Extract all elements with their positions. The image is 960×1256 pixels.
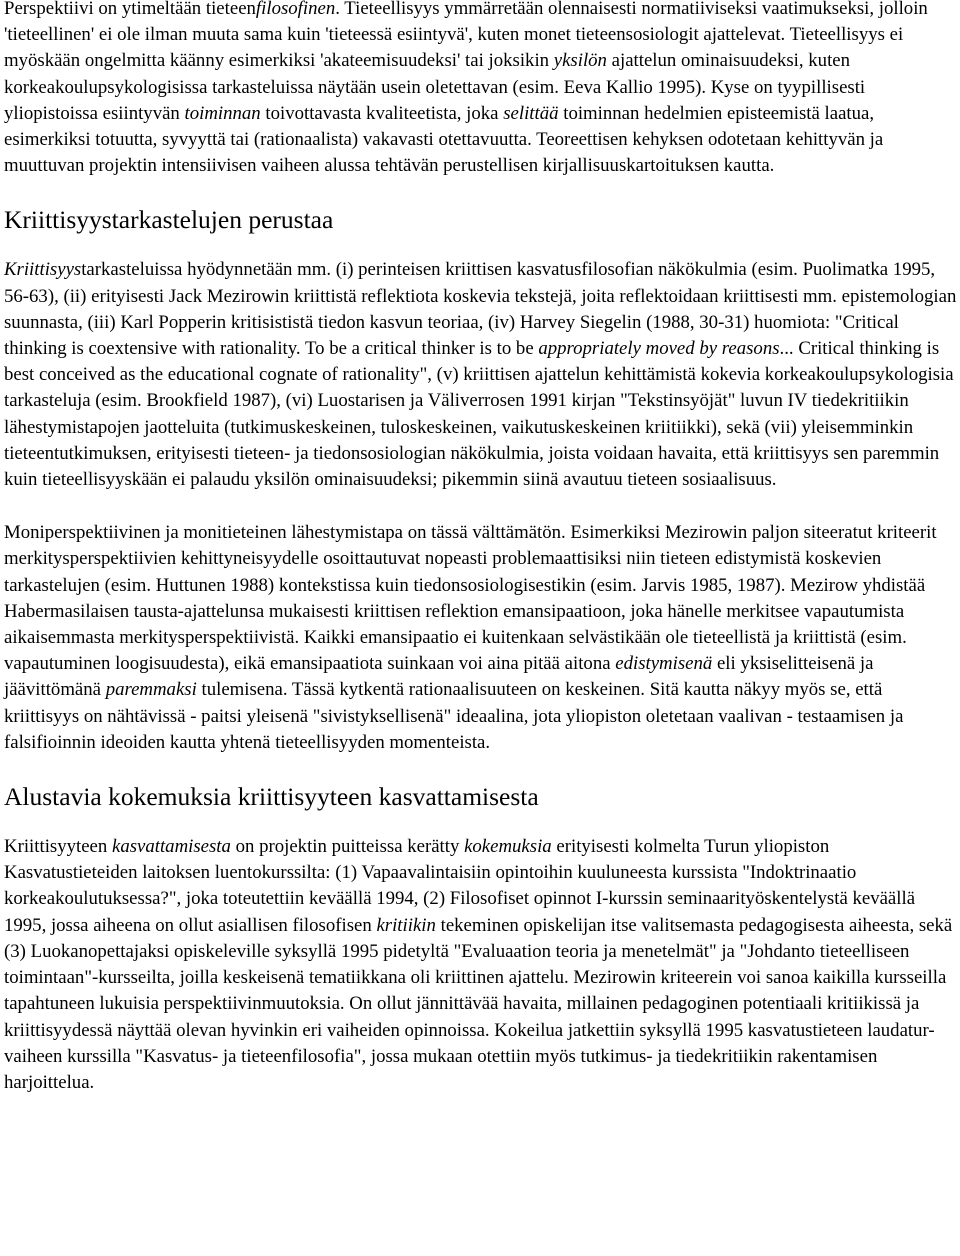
emphasis-text: edistymisenä: [615, 653, 713, 675]
paragraph-multiperspective-approach: [4, 520, 960, 756]
heading-criticality-foundations: Kriittisyystarkastelujen perustaa: [4, 205, 334, 235]
text-run: tarkasteluissa hyödynnetään mm. (i) perinteisen kriittisen kasvatusfilosofian näkökulmia (esim. Puolimatka 1995, 56-63), (ii) erityisesti Jack Mezirowin kriittistä reflektiota koskevia tekstejä, joita reflektoidaan kriittisesti mm. epistemologian suunnasta, (iii) Karl Popperin kritisististä tiedon kasvun teoriaa, (iv) Harvey Siegelin (1988, 30-31) huomiota: "Critical thinking is coextensive with rationality. To be a critical thinker is to be: [4, 259, 957, 360]
text-run: tulemisena. Tässä kytkentä rationaalisuuteen on keskeinen. Sitä kautta näkyy myös se, että kriittisyys on nähtävissä - paitsi yleisenä "sivistyksellisenä" ideaalina, jota yliopiston oletetaan vaalivan - testaamisen ja falsifioinnin ideoiden kautta yhtenä tieteellisyyden momenteista.: [4, 679, 904, 753]
emphasis-text: Kriittisyys: [4, 259, 82, 281]
text-run: Moniperspektiivinen ja monitieteinen lähestymistapa on tässä välttämätön. Esimerkiksi Mezirowin paljon siteeratut kriteerit merkitysperspektiivien kehittyneisyydelle osoittautuvat nopeasti problemaattisiksi niin tieteen edistymistä koskevien tarkastelujen (esim. Huttunen 1988) kontekstissa kuin tiedonsosiologisestikin (esim. Jarvis 1985, 1987). Mezirow yhdistää Habermasilaisen tausta-ajattelunsa mukaisesti kriittisen reflektion emansipaatioon, joka hänelle merkitsee vapautumista aikaisemmasta merkitysperspektiivistä. Kaikki emansipaatio ei kuitenkaan selvästikään ole tieteellistä ja kriittistä (esim. vapautuminen loogisuudesta), eikä emansipaatiota suinkaan voi aina pitää aitona: [4, 522, 937, 675]
emphasis-text: kokemuksia: [464, 836, 552, 858]
emphasis-text: appropriately moved by reasons: [538, 338, 780, 360]
text-run: erityisesti kolmelta Turun yliopiston Kasvatustieteiden laitoksen luentokurssilta: (1) Vapaavalintaisiin opintoihin kuuluneesta kurssista "Indoktrinaatio korkeakoulutuksessa?", joka toteutettiin keväällä 1994, (2) Filosofiset opinnot I-kurssin seminaarityöskentelystä keväällä 1995, jossa aiheena on ollut asiallisen filosofisen: [4, 836, 916, 936]
text-run: eli yksiselitteisenä ja jäävittömänä: [4, 653, 874, 701]
text-run: Perspektiivi on ytimeltään tieteen: [4, 0, 256, 19]
emphasis-text: yksilön: [553, 50, 607, 72]
emphasis-text: kritiikin: [376, 914, 436, 936]
text-run: tekeminen opiskelijan itse valitsemasta pedagogisesta aiheesta, sekä (3) Luokanopettajaksi opiskeleville syksyllä 1995 pidetyltä "Evaluaation teoria ja menetelmät" ja "Johdanto tieteelliseen toimintaan"-kursseilta, joilla keskeisenä tematiikkana oli kriittinen ajattelu. Mezirowin kriteerein voi sanoa kaikilla kursseilla tapahtuneen lukuisia perspektiivinmuutoksia. On ollut jännittävää havaita, millainen pedagoginen potentiaali kritiikissä ja kriittisyydessä näyttää olevan hyvinkin eri vaiheiden opinnoissa. Kokeilua jatkettiin syksyllä 1995 kasvatustieteen laudatur-vaiheen kurssilla "Kasvatus- ja tieteenfilosofia", jossa mukaan otettiin myös tutkimus- ja tiedekritiikin rakentamisen harjoittelua.: [4, 914, 953, 1093]
text-run: . Tieteellisyys ymmärretään olennaisesti normatiiviseksi vaatimukseksi, jolloin 'tieteellinen' ei ole ilman muuta sama kuin 'tieteessä esiintyvä', kuten monet tieteensosiologit ajattelevat. Tieteellisyys ei myöskään ongelmitta käänny esimerkiksi 'akateemisuudeksi' tai joksikin: [4, 0, 928, 72]
text-run: on projektin puitteissa kerätty: [230, 836, 465, 858]
text-run: toiminnan hedelmien episteemistä laatua, esimerkiksi totuutta, syvyyttä tai (rationaalista) vakavasti otettavuutta. Teoreettisen kehyksen odotetaan kehittyvän ja muuttuvan projektin intensiivisen vaiheen alussa tehtävän perustellisen kirjallisuuskartoituksen kautta.: [4, 102, 884, 177]
emphasis-text: kasvattamisesta: [111, 836, 231, 858]
text-run: ajattelun ominaisuudeksi, kuten korkeakoulupsykologisissa tarkasteluissa näytään usein oletettavan (esim. Eeva Kallio 1995). Kyse on tyypillisesti yliopistoissa esiintyvän: [4, 50, 866, 124]
emphasis-text: toiminnan: [184, 102, 261, 124]
emphasis-text: paremmaksi: [105, 679, 197, 701]
text-run: ... Critical thinking is best conceived as the educational cognate of rationality", (v) kriittisen ajattelun kehittämistä kokevia korkeakoulupsykologisia tarkasteluja (esim. Brookfield 1987), (vi) Luostarisen ja Väliverrosen 1991 kirjan "Tekstinsyöjät" luvun IV tiedekritiikin lähestymistapojen jaotteluita (tutkimuskeskeinen, tuloskeskeinen, vaikutuskeskeinen kriitiikki), sekä (vii) yleisemminkin tieteentutkimuksen, erityisesti tieteen- ja tiedonsosiologian näkökulmia, joista voidaan havaita, että kriittisyys sen paremmin kuin tieteellisyyskään ei palaudu yksilön ominaisuudeksi; pikemmin siinä avautuu tieteen sosiaalisuus.: [4, 338, 954, 491]
paragraph-course-experiences: [4, 834, 960, 1096]
text-run: toivottavasta kvaliteetista, joka: [260, 102, 504, 124]
paragraph-perspective: [4, 0, 960, 179]
paragraph-critical-perspectives: [4, 257, 960, 493]
emphasis-text: filosofinen: [255, 0, 336, 19]
heading-preliminary-experiences: Alustavia kokemuksia kriittisyyteen kasvattamisesta: [4, 782, 539, 812]
emphasis-text: selittää: [503, 102, 559, 124]
text-run: Kriittisyyteen: [4, 836, 112, 858]
